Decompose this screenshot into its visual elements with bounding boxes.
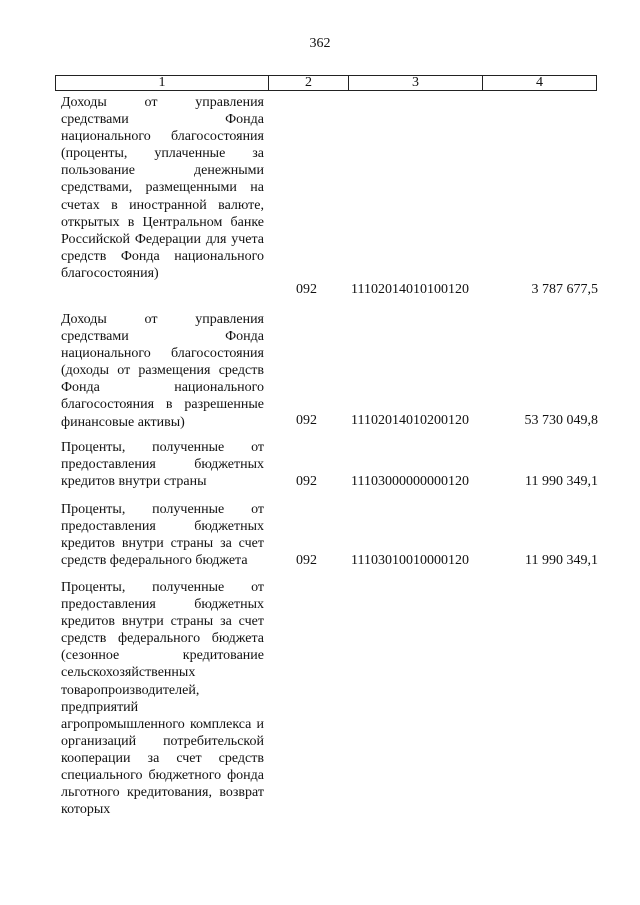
column-header-2: 2: [269, 76, 349, 90]
row-code: 092: [296, 474, 317, 489]
row-kbk: 11102014010200120: [351, 413, 469, 428]
column-header-3: 3: [349, 76, 483, 90]
row-description: Доходы от управления средствами Фонда национального благосостояния (доходы от размещения средств Фонда национального благосостояния в разрешенные финансовые активы): [61, 312, 264, 430]
row-description: Доходы от управления средствами Фонда национального благосостояния (проценты, уплаченные за пользование денежными средствами, размещенными на счетах в иностранной валюте, открытых в Центральном банке Российской Федерации для учета средств Фонда национального благосостояния): [61, 95, 264, 281]
row-code: 092: [296, 413, 317, 428]
row-amount: 53 730 049,8: [524, 413, 598, 428]
row-amount: 11 990 349,1: [525, 553, 598, 568]
row-kbk: 11103000000000120: [351, 474, 469, 489]
page-number: 362: [309, 36, 331, 51]
row-code: 092: [296, 553, 317, 568]
row-description: Проценты, полученные от предоставления бюджетных кредитов внутри страны за счет средств федерального бюджета: [61, 502, 264, 569]
row-kbk: 11103010010000120: [351, 553, 469, 568]
table-header: [55, 75, 597, 91]
row-amount: 11 990 349,1: [525, 474, 598, 489]
row-amount: 3 787 677,5: [531, 282, 598, 297]
row-code: 092: [296, 282, 317, 297]
row-kbk: 11102014010100120: [351, 282, 469, 297]
row-description: Проценты, полученные от предоставления бюджетных кредитов внутри страны за счет средств федерального бюджета (сезонное кредитование сельскохозяйственных товаропроизводителей, предприятий агропромышленного комплекса и организаций потребительской кооперации за счет средств специального бюджетного фонда льготного кредитования, возврат которых: [61, 580, 264, 818]
column-header-1: 1: [56, 76, 269, 90]
column-header-4: 4: [536, 75, 543, 90]
row-description: Проценты, полученные от предоставления бюджетных кредитов внутри страны: [61, 440, 264, 490]
